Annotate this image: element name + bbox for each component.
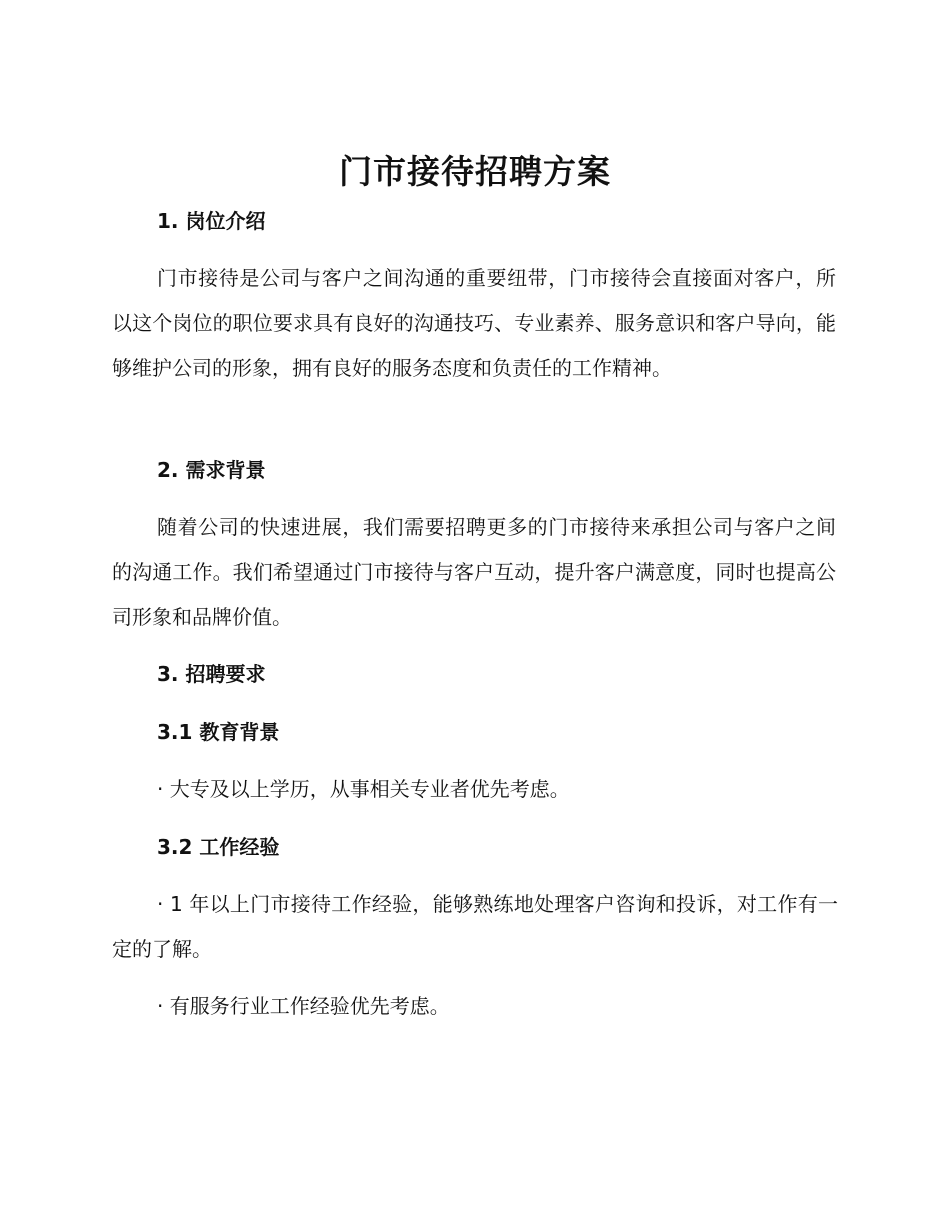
bullet-work-experience-2: · 有服务行业工作经验优先考虑。 [157,994,450,1018]
section-paragraph-demand-background: 随着公司的快速进展，我们需要招聘更多的门市接待来承担公司与客户之间的沟通工作。我们希望通过门市接待与客户互动，提升客户满意度，同时也提高公司形象和品牌价值。 [112,515,836,629]
subsection-heading-work-experience: 3.2 工作经验 [157,835,280,859]
subsection-heading-education: 3.1 教育背景 [157,720,280,744]
section-heading-recruitment-requirements: 3. 招聘要求 [157,662,266,686]
document-title: 门市接待招聘方案 [339,152,611,191]
section-heading-job-intro: 1. 岗位介绍 [157,209,266,233]
bullet-work-experience-1: · 1 年以上门市接待工作经验，能够熟练地处理客户咨询和投诉，对工作有一定的了解。 [112,892,838,961]
section-heading-demand-background: 2. 需求背景 [157,458,266,482]
bullet-education: · 大专及以上学历，从事相关专业者优先考虑。 [157,777,570,801]
section-paragraph-job-intro: 门市接待是公司与客户之间沟通的重要纽带，门市接待会直接面对客户，所以这个岗位的职位要求具有良好的沟通技巧、专业素养、服务意识和客户导向，能够维护公司的形象，拥有良好的服务态度和负责任的工作精神。 [112,266,836,380]
